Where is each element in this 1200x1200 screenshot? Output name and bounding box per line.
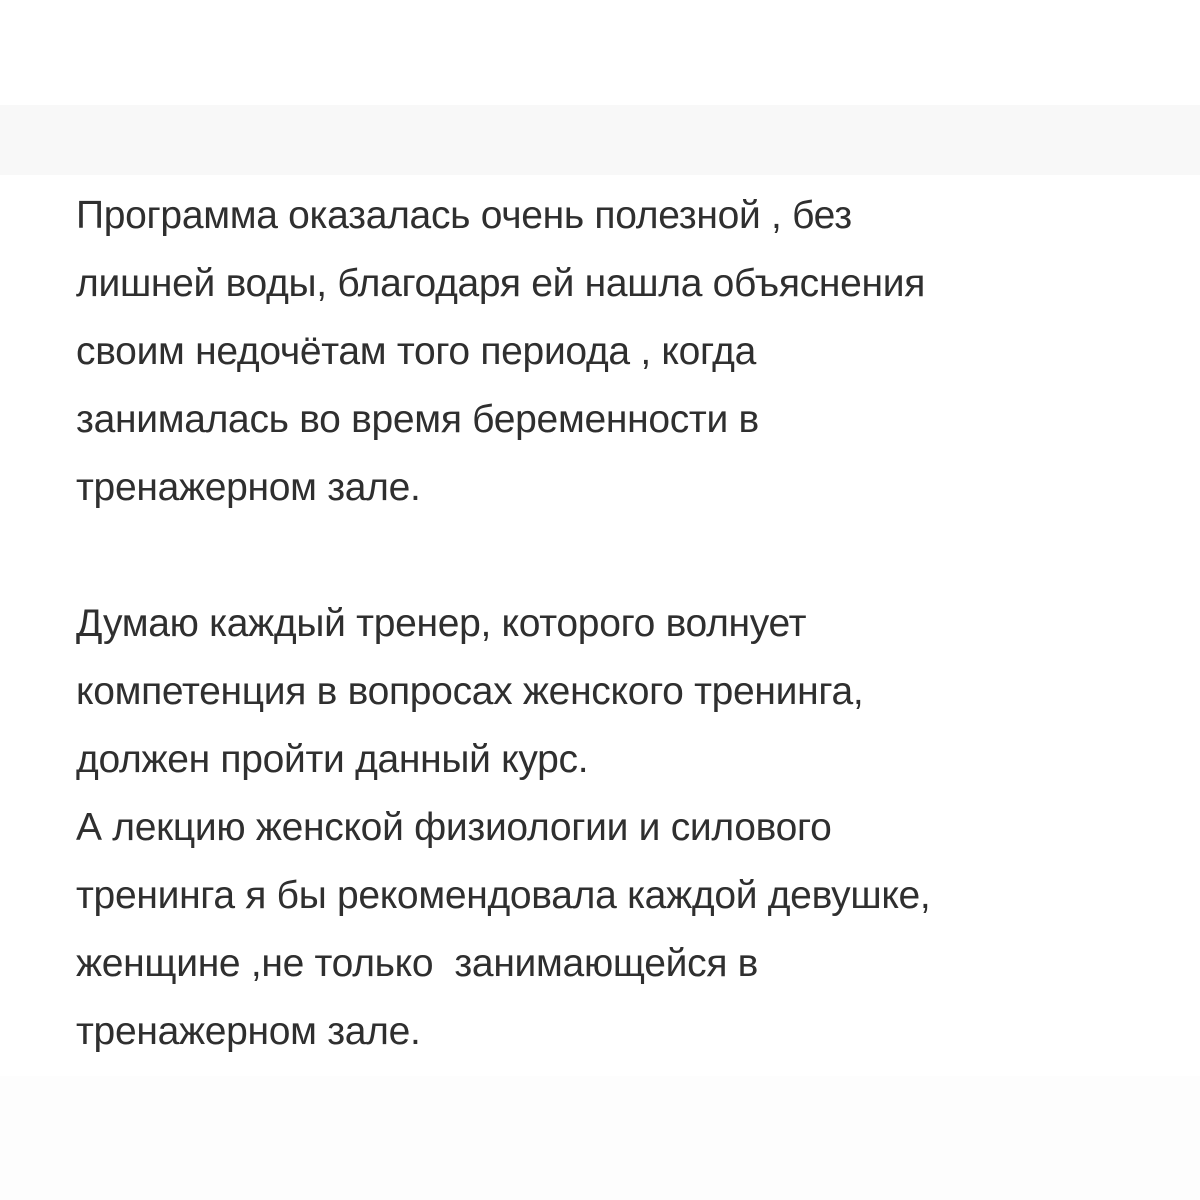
review-line: тренажерном зале. — [76, 1010, 421, 1053]
bottom-background-band — [0, 1076, 1200, 1200]
review-line: тренажерном зале. — [76, 466, 421, 509]
review-line: тренинга я бы рекомендовала каждой девушке, — [76, 874, 931, 917]
review-text — [76, 182, 1156, 1066]
review-line: занималась во время беременности в — [76, 398, 759, 441]
review-line: своим недочётам того периода , когда — [76, 330, 757, 373]
review-line: Программа оказалась очень полезной , без — [76, 194, 852, 237]
top-background-band — [0, 105, 1200, 175]
paragraph-gap — [76, 522, 1156, 590]
review-line: А лекцию женской физиологии и силового — [76, 806, 832, 849]
review-line: компетенция в вопросах женского тренинга, — [76, 670, 864, 713]
review-line: лишней воды, благодаря ей нашла объяснения — [76, 262, 926, 305]
review-line: женщине ,не только занимающейся в — [76, 942, 759, 985]
review-line: должен пройти данный курс. — [76, 738, 589, 781]
review-line: Думаю каждый тренер, которого волнует — [76, 602, 807, 645]
